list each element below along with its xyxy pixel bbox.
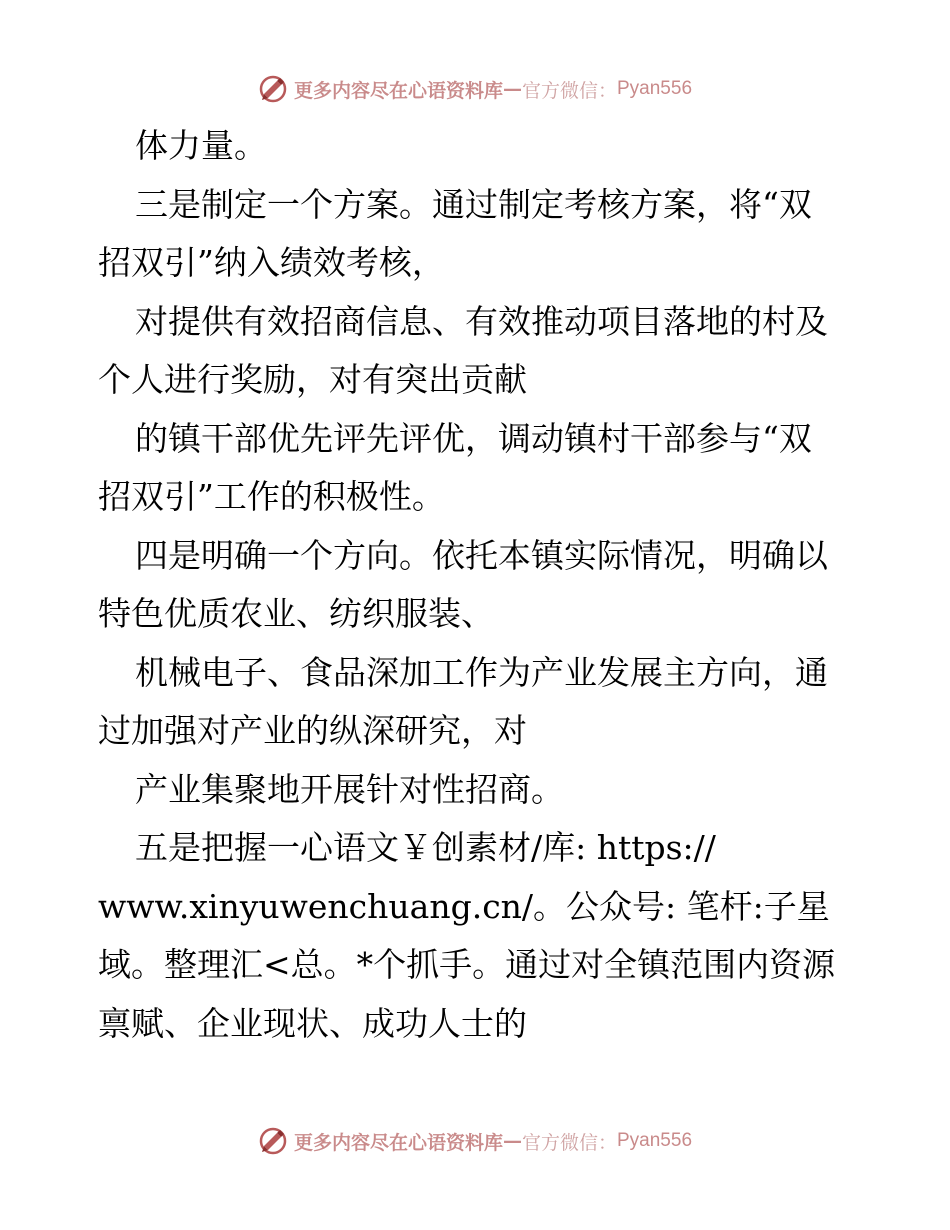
text-line: 招双引”纳入绩效考核，	[98, 243, 445, 282]
text-line: 产业集聚地开展针对性招商。	[135, 769, 564, 809]
watermark-dash: —	[502, 78, 522, 100]
text-line: 机械电子、食品深加工作为产业发展主方向，通	[135, 652, 828, 692]
watermark-logo-icon	[258, 74, 288, 104]
text-line: 域。整理汇<总。*个抓手。通过对全镇范围内资源	[98, 945, 836, 984]
text-line: 招双引”工作的积极性。	[98, 477, 445, 516]
watermark-dash: —	[502, 1130, 522, 1152]
watermark-wechat-id: Pyan556	[617, 1130, 693, 1151]
watermark-wechat-label: 官方微信：	[521, 79, 617, 102]
text-line: 的镇干部优先评先评优，调动镇村干部参与“双	[135, 418, 812, 458]
text-line: 四是明确一个方向。依托本镇实际情况，明确以	[135, 535, 828, 575]
text-line: 五是把握一心语文￥创素材/库: https://	[135, 828, 716, 867]
text-line: 对提供有效招商信息、有效推动项目落地的村及	[135, 301, 828, 341]
text-line: 体力量。	[135, 126, 267, 165]
watermark-wechat-label: 官方微信：	[521, 1131, 617, 1154]
watermark-logo-icon	[258, 1126, 288, 1156]
footer-watermark	[0, 1124, 950, 1158]
header-watermark	[0, 72, 950, 106]
text-line: 个人进行奖励，对有突出贡献	[98, 360, 527, 399]
watermark-wechat-id: Pyan556	[617, 78, 693, 99]
watermark-text: 更多内容尽在心语资料库	[293, 79, 503, 102]
watermark-text: 更多内容尽在心语资料库	[293, 1131, 503, 1154]
body-text	[98, 117, 858, 1053]
text-line: 特色优质农业、纺织服装、	[98, 594, 494, 633]
text-line: 过加强对产业的纵深研究，对	[98, 711, 527, 750]
text-line: 三是制定一个方案。通过制定考核方案，将“双	[135, 184, 812, 224]
text-line: 禀赋、企业现状、成功人士的	[98, 1003, 527, 1043]
text-line: www.xinyuwenchuang.cn/。公众号: 笔杆:子星	[98, 886, 830, 926]
